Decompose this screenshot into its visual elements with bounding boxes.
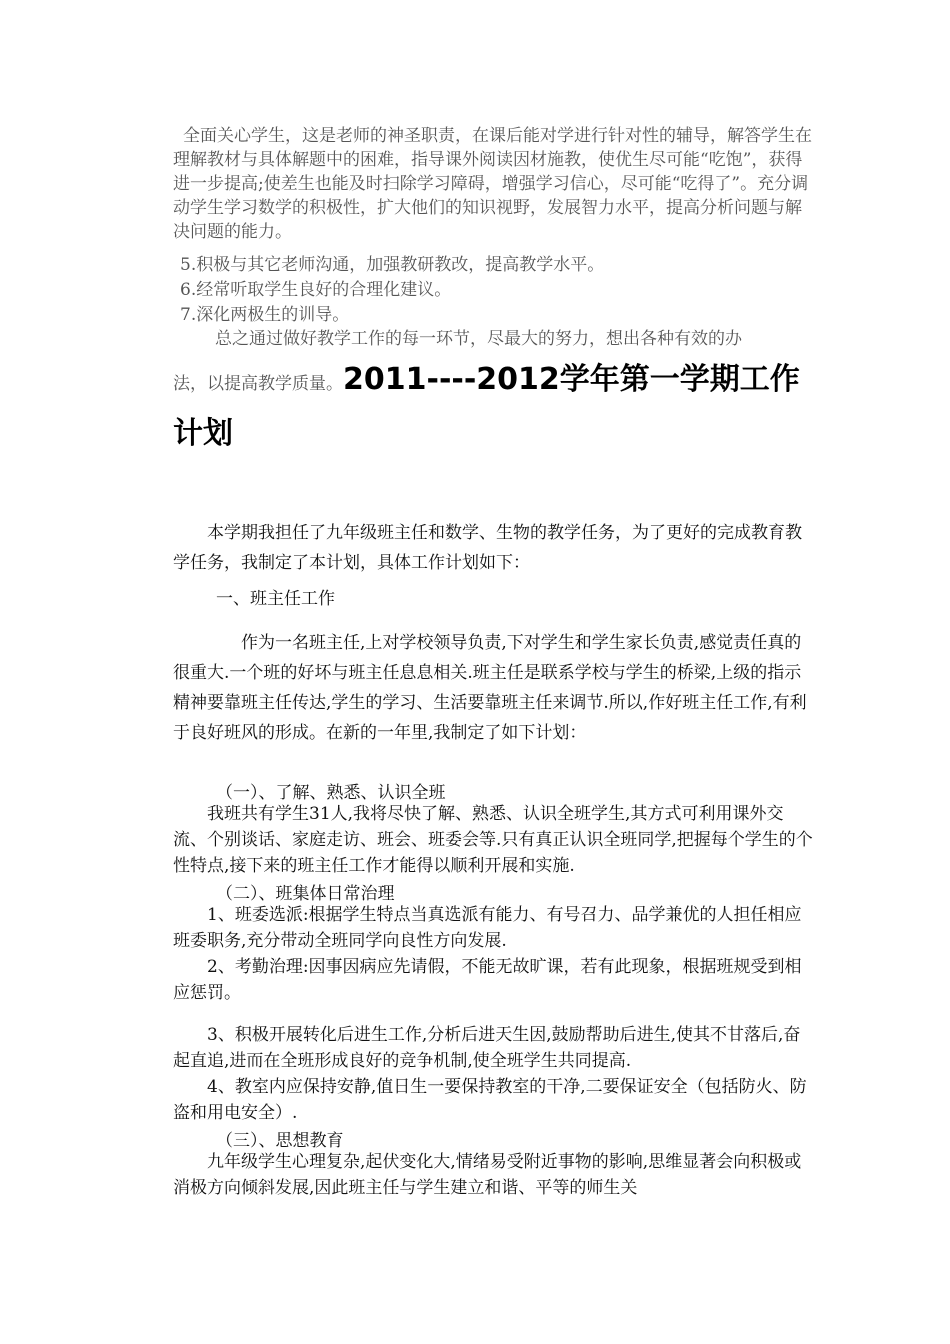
intro-paragraph: 本学期我担任了九年级班主任和数学、生物的教学任务，为了更好的完成教育教学任务，我制定了本计划，具体工作计划如下：	[173, 523, 802, 573]
sub1-paragraph: 我班共有学生31人,我将尽快了解、熟悉、认识全班学生,其方式可利用课外交流、个别谈话、家庭走访、班会、班委会等.只有真正认识全班同学,把握每个学生的个性特点,接下来的班主任工作才能得以顺利开展和实施.	[173, 804, 813, 876]
sub2-heading: （二）、班集体日常治理	[216, 884, 395, 904]
summary-line-start: 总之通过做好教学工作的每一环节，尽最大的努力，想出各种有效的办	[215, 329, 742, 349]
list-item-7: 7.深化两极生的训导。	[180, 305, 350, 325]
sub3-heading: （三）、思想教育	[216, 1131, 344, 1151]
section1-paragraph: 作为一名班主任,上对学校领导负责,下对学生和学生家长负责,感觉责任真的很重大.一个班的好坏与班主任息息相关.班主任是联系学校与学生的桥梁,上级的指示精神要靠班主任传达,学生的学习、生活要靠班主任来调节.所以,作好班主任工作,有利于良好班风的形成。在新的一年里,我制定了如下计划：	[173, 633, 807, 743]
section1-heading: 一、班主任工作	[216, 589, 335, 609]
heading-line	[173, 355, 813, 463]
page-title: 2011----2012学年第一学期工作计划	[173, 362, 800, 451]
sub2-item-1: 1、班委选派:根据学生特点当真选派有能力、有号召力、品学兼优的人担任相应班委职务,充分带动全班同学向良性方向发展.	[173, 905, 802, 951]
care-students-paragraph: 全面关心学生，这是老师的神圣职责，在课后能对学进行针对性的辅导，解答学生在理解教材与具体解题中的困难，指导课外阅读因材施教，使优生尽可能“吃饱”，获得进一步提高;使差生也能及时扫除学习障碍，增强学习信心，尽可能“吃得了”。充分调动学生学习数学的积极性，扩大他们的知识视野，发展智力水平，提高分析问题与解决问题的能力。	[173, 126, 812, 242]
list-item-5: 5.积极与其它老师沟通，加强教研教改，提高教学水平。	[180, 255, 605, 275]
sub2-item-2: 2、考勤治理:因事因病应先请假，不能无故旷课，若有此现象，根据班规受到相应惩罚。	[173, 957, 802, 1003]
sub3-paragraph: 九年级学生心理复杂,起伏变化大,情绪易受附近事物的影响,思维显著会向积极或消极方向倾斜发展,因此班主任与学生建立和谐、平等的师生关	[173, 1152, 802, 1198]
sub2-item-4: 4、教室内应保持安静,值日生一要保持教室的干净,二要保证安全（包括防火、防盗和用电安全）.	[173, 1077, 807, 1123]
list-item-6: 6.经常听取学生良好的合理化建议。	[180, 280, 452, 300]
sub1-heading: （一）、了解、熟悉、认识全班	[216, 783, 446, 803]
summary-line-end: 法，以提高教学质量。	[173, 374, 343, 394]
sub2-item-3: 3、积极开展转化后进生工作,分析后进天生因,鼓励帮助后进生,使其不甘落后,奋起直追,进而在全班形成良好的竞争机制,使全班学生共同提高.	[173, 1025, 801, 1071]
